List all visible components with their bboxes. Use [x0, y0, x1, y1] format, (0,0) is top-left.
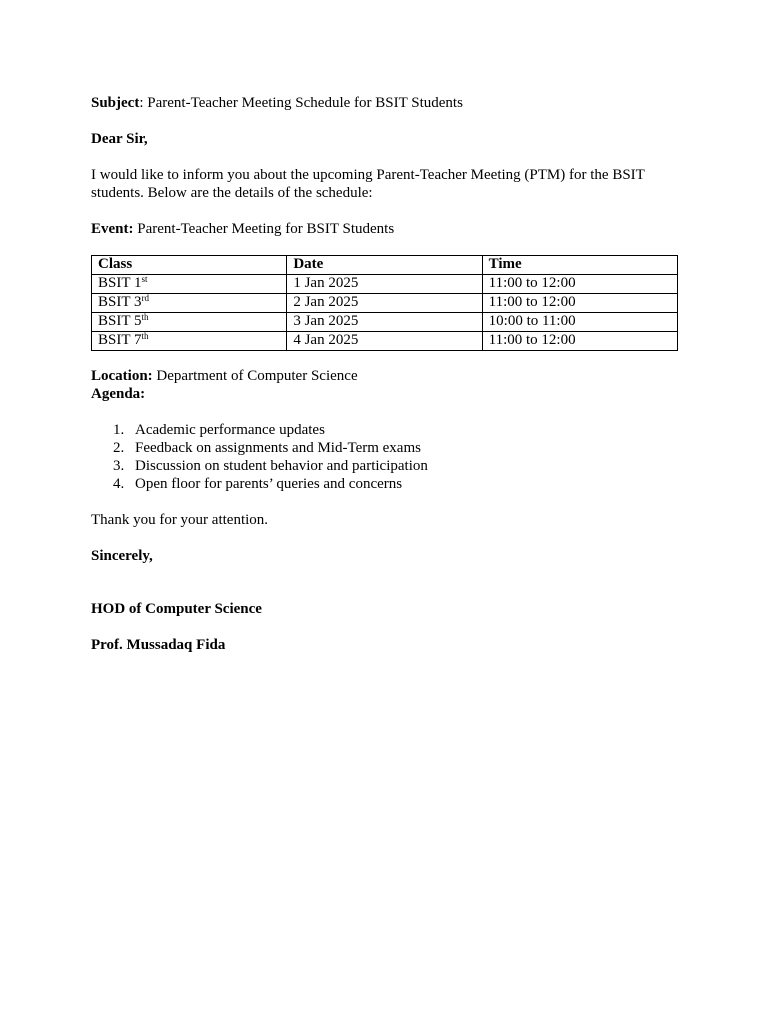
header-class: Class — [92, 256, 287, 275]
date-cell: 2 Jan 2025 — [287, 294, 482, 313]
salutation — [91, 130, 681, 148]
time-cell: 11:00 to 12:00 — [482, 332, 677, 351]
subject-label: Subject — [91, 95, 140, 111]
header-date: Date — [287, 256, 482, 275]
class-cell — [92, 294, 287, 313]
class-ordinal: st — [141, 274, 148, 284]
location-line — [91, 367, 681, 385]
agenda-heading — [91, 385, 681, 403]
subject-text: : Parent-Teacher Meeting Schedule for BSIT Students — [139, 95, 463, 111]
thanks-line: Thank you for your attention. — [91, 512, 269, 528]
class-name: BSIT 1 — [98, 275, 142, 291]
time-cell: 10:00 to 11:00 — [482, 313, 677, 332]
list-text: Open floor for parents’ queries and concerns — [135, 476, 403, 492]
list-item — [91, 421, 681, 439]
date-cell: 3 Jan 2025 — [287, 313, 482, 332]
list-item — [91, 439, 681, 457]
header-time: Time — [482, 256, 677, 275]
date-cell: 4 Jan 2025 — [287, 332, 482, 351]
class-cell — [92, 275, 287, 294]
list-text: Feedback on assignments and Mid-Term exams — [135, 440, 421, 456]
salutation-text: Dear Sir, — [91, 131, 148, 147]
time-cell: 11:00 to 12:00 — [482, 275, 677, 294]
agenda-list — [91, 421, 681, 493]
class-cell — [92, 313, 287, 332]
class-name: BSIT 3 — [98, 294, 142, 310]
list-item — [91, 457, 681, 475]
closing-text: Sincerely, — [91, 548, 153, 564]
signature-title-text: HOD of Computer Science — [91, 601, 262, 617]
list-text: Discussion on student behavior and participation — [135, 458, 428, 474]
location-text: Department of Computer Science — [152, 368, 358, 384]
date-cell: 1 Jan 2025 — [287, 275, 482, 294]
list-number: 3. — [113, 458, 125, 474]
signature-name-text: Prof. Mussadaq Fida — [91, 637, 226, 653]
list-number: 4. — [113, 476, 125, 492]
class-ordinal: th — [141, 312, 149, 322]
table-row — [92, 275, 678, 294]
list-text: Academic performance updates — [135, 422, 325, 438]
event-line — [91, 220, 681, 238]
subject-line — [91, 94, 681, 112]
signature-name — [91, 636, 681, 654]
list-number: 2. — [113, 440, 125, 456]
list-item — [91, 475, 681, 493]
agenda-label: Agenda: — [91, 386, 146, 402]
class-ordinal: rd — [141, 293, 149, 303]
event-text: Parent-Teacher Meeting for BSIT Students — [133, 221, 395, 237]
closing — [91, 547, 681, 565]
schedule-table — [91, 255, 678, 351]
intro-paragraph — [91, 166, 681, 202]
intro-line-1: I would like to inform you about the upcoming Parent-Teacher Meeting (PTM) for the BSIT — [91, 167, 645, 183]
list-number: 1. — [113, 422, 125, 438]
signature-title — [91, 600, 681, 618]
table-header-row — [92, 256, 678, 275]
table-row — [92, 313, 678, 332]
time-cell: 11:00 to 12:00 — [482, 294, 677, 313]
event-label: Event: — [91, 221, 134, 237]
table-row — [92, 332, 678, 351]
intro-line-2: students. Below are the details of the schedule: — [91, 185, 373, 201]
location-label: Location: — [91, 368, 153, 384]
table-row — [92, 294, 678, 313]
class-cell — [92, 332, 287, 351]
class-name: BSIT 7 — [98, 332, 142, 348]
class-name: BSIT 5 — [98, 313, 142, 329]
class-ordinal: th — [141, 331, 149, 341]
